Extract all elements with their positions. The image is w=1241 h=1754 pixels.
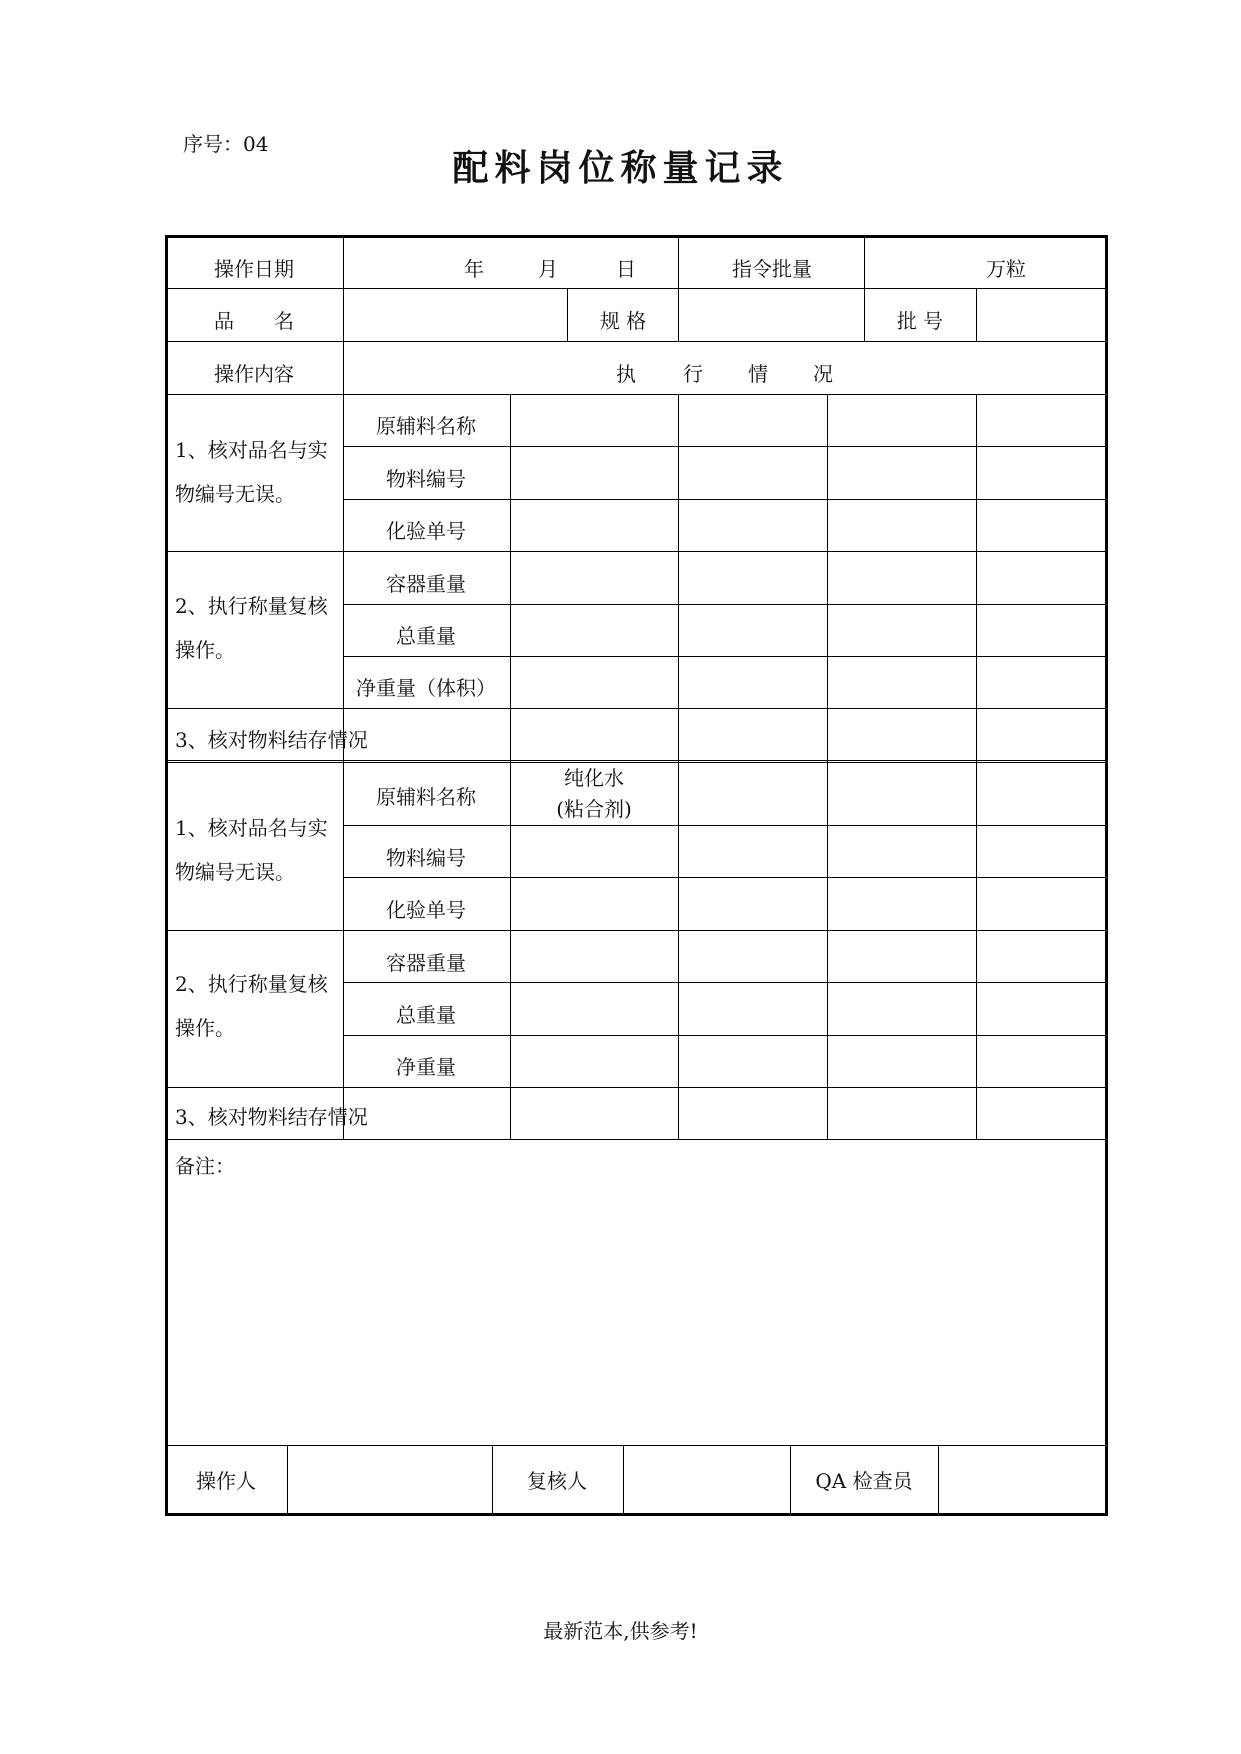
serial-number: 序号：04: [183, 132, 269, 156]
spec-label: 规 格: [599, 309, 647, 333]
content-label: 操作内容: [214, 362, 294, 386]
day-label: 日: [616, 257, 636, 281]
s2-row-label: 容器重量: [386, 951, 466, 975]
material-note: (粘合剂): [556, 797, 632, 821]
batch-qty-label: 指令批量: [732, 257, 812, 281]
col-divider: [976, 288, 977, 341]
s2-step1: 1、核对品名与实物编号无误。: [175, 816, 328, 884]
month-label: 月: [538, 257, 558, 281]
s2-row-label: 物料编号: [386, 846, 466, 870]
s2-step2: 2、执行称量复核操作。: [175, 972, 328, 1040]
row-divider: [343, 446, 1108, 447]
year-label: 年: [464, 257, 484, 281]
col-divider: [510, 394, 511, 708]
s2-row-label: 化验单号: [386, 898, 466, 922]
reviewer-label: 复核人: [527, 1469, 587, 1493]
col-divider: [623, 1445, 624, 1516]
s1-step3: 3、核对物料结存情况: [175, 728, 368, 752]
s2-row-label: 净重量: [396, 1055, 456, 1079]
row-divider: [343, 877, 1108, 878]
col-divider: [864, 235, 865, 341]
col-divider: [678, 394, 679, 1139]
s1-step1: 1、核对品名与实物编号无误。: [175, 438, 328, 506]
col-divider: [678, 235, 679, 341]
row-divider: [165, 341, 1108, 342]
col-divider: [827, 394, 828, 1139]
status-char: 况: [813, 362, 833, 386]
col-divider: [343, 235, 344, 1139]
col-divider: [938, 1445, 939, 1516]
row-divider: [165, 551, 1108, 552]
status-char: 行: [683, 362, 703, 386]
lot-label: 批 号: [896, 309, 944, 333]
remarks-label: 备注：: [175, 1154, 235, 1178]
row-divider: [343, 982, 1108, 983]
row-divider: [343, 656, 1108, 657]
s1-row-label: 总重量: [396, 624, 456, 648]
status-char: 执: [616, 362, 636, 386]
row-divider: [165, 1139, 1108, 1140]
row-divider: [165, 1445, 1108, 1446]
s1-row-label: 物料编号: [386, 467, 466, 491]
footer-note: 最新范本,供参考!: [543, 1619, 698, 1643]
row-divider: [343, 604, 1108, 605]
row-divider: [343, 825, 1108, 826]
col-divider: [492, 1445, 493, 1516]
s1-step2: 2、执行称量复核操作。: [175, 594, 328, 662]
page-title: 配料岗位称量记录: [452, 147, 789, 189]
col-divider: [790, 1445, 791, 1516]
s1-row-label: 化验单号: [386, 519, 466, 543]
s1-row-label: 容器重量: [386, 572, 466, 596]
col-divider: [287, 1445, 288, 1516]
row-divider: [165, 708, 1108, 709]
s2-row-label: 原辅料名称: [376, 785, 476, 809]
date-label: 操作日期: [214, 257, 294, 281]
section-divider: [165, 760, 1108, 763]
status-char: 情: [748, 362, 768, 386]
s1-row-label: 净重量（体积）: [356, 676, 496, 700]
row-divider: [343, 499, 1108, 500]
qa-inspector-label: QA 检查员: [815, 1469, 913, 1493]
product-name-label: 品 名: [214, 309, 294, 333]
s2-step3: 3、核对物料结存情况: [175, 1105, 368, 1129]
row-divider: [165, 1087, 1108, 1088]
row-divider: [165, 288, 1108, 289]
row-divider: [165, 394, 1108, 395]
s2-row-label: 总重量: [396, 1003, 456, 1027]
col-divider: [976, 394, 977, 1139]
unit-label: 万粒: [986, 257, 1026, 281]
row-divider: [165, 930, 1108, 931]
material-name: 纯化水: [564, 766, 624, 790]
col-divider: [510, 708, 511, 1139]
operator-label: 操作人: [196, 1469, 256, 1493]
row-divider: [343, 1035, 1108, 1036]
col-divider: [567, 288, 568, 341]
s1-row-label: 原辅料名称: [376, 414, 476, 438]
